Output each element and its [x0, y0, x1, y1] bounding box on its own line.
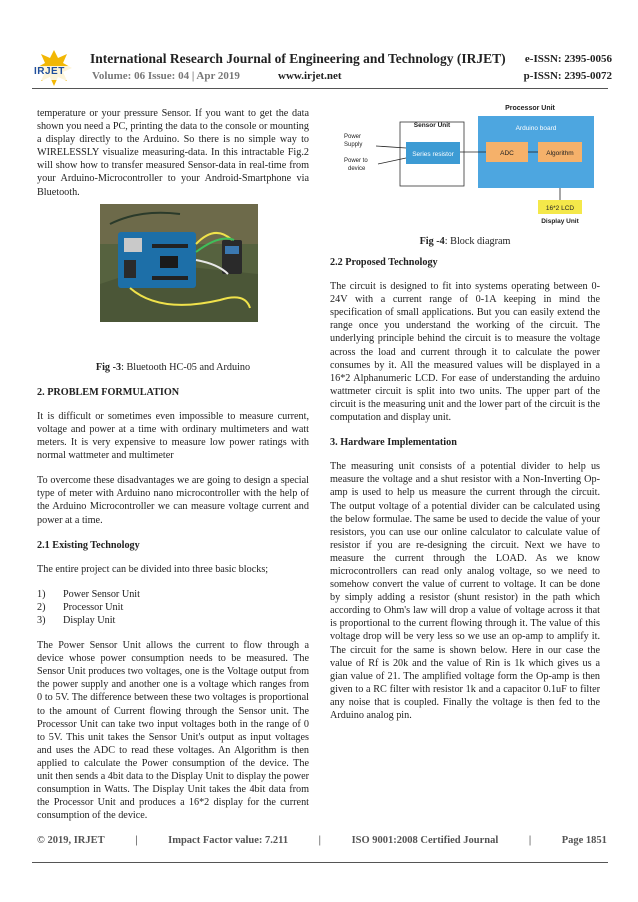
list-text: Power Sensor Unit	[63, 588, 140, 600]
section-2-1-heading: 2.1 Existing Technology	[37, 539, 140, 551]
iso-certification: ISO 9001:2008 Certified Journal	[351, 835, 499, 846]
intro-paragraph: temperature or your pressure Sensor. If you want to get the data shown you need a PC, printing the data to the console or mounting a display directly to the Arduino. So there is no simple way to WIRELESSLY visualize measuring-data. In this intractable Fig.2 will show how to transfer measured Sensor-data in real-time from your Arduino-Microcontroller to your Android-Smartphone via Bluetooth.	[37, 108, 309, 198]
footer-separator: |	[528, 835, 532, 846]
section-2-paragraph-2: To overcome these disadvantages we are going to design a special type of meter with Arduino nano microcontroller with the help of the Arduino Microcontroller we can measure voltage current and power at a time.	[37, 475, 309, 526]
lcd-label: 16*2 LCD	[545, 205, 575, 212]
page-footer	[37, 835, 607, 846]
photo-illustration	[100, 204, 258, 322]
power-supply-label-1: Power	[344, 134, 362, 140]
section-2-1-paragraph-1: The entire project can be divided into three basic blocks;	[37, 563, 269, 575]
logo-text: IRJET	[34, 66, 65, 77]
series-resistor-label: Series resistor	[412, 151, 454, 158]
fig3-caption	[37, 361, 309, 374]
list-text: Processor Unit	[63, 601, 124, 613]
section-2-1-paragraph-2: The Power Sensor Unit allows the current to flow through a device whose power consumption needs to be measured. The Sensor Unit produces two voltages, one is the Voltage output from the power supply and another one is a voltage which ranges from 0 to 5V. The difference between these two voltages is proportional to the amount of Current flowing through the Sensor unit. The Processor Unit can take two input voltages both in the range of 0 to 5V. This unit takes the Sensor Unit's output as input voltages and uses the ADC to read these voltages. An Algorithm is then applied to calculate the Power consumption of the device. The unit then sends a 4bit data to the Display Unit to display the power consumption in Watts. The Display Unit takes the 4bit data from the Processor Unit and produces a 16*2 display for the current consumption of the device.	[37, 640, 309, 822]
section-2-paragraph-1: It is difficult or sometimes even impossible to measure current, voltage and power at a time with ordinary multimeters and watt meters. It is very expensive to measure low power ratings with normal wattmeter and multimeter	[37, 410, 309, 462]
processor-unit-label: Processor Unit	[505, 105, 555, 112]
journal-website-link[interactable]: www.irjet.net	[278, 70, 342, 82]
list-num: 3)	[37, 614, 46, 626]
fig4-label: Fig -4	[419, 236, 445, 247]
fig4-text: : Block diagram	[444, 236, 511, 247]
sensor-unit-label: Sensor Unit	[413, 122, 451, 129]
power-supply-label-2: Supply	[344, 142, 363, 148]
bluetooth-arduino-photo	[100, 204, 258, 322]
impact-factor: Impact Factor value: 7.211	[168, 835, 289, 846]
list-num: 1)	[37, 588, 46, 600]
list-item	[37, 588, 309, 601]
algorithm-label: Algorithm	[546, 150, 574, 157]
display-unit-label: Display Unit	[541, 218, 579, 225]
journal-title: International Research Journal of Engineering and Technology (IRJET)	[90, 51, 506, 66]
header-divider	[32, 88, 608, 89]
section-2-2-paragraph: The circuit is designed to fit into systems operating between 0-24V with a current range of 0-1A keeping in mind the specification of small applications. But you can easily extend the range once you understand the working of the circuit. The underlying principle behind the circuit is to measure the voltage across the load and current through it to calculate the power consumes by it. All the measured values will be displayed in a 16*2 Alphanumeric LCD. For ease of understanding the arduino wattmeter circuit is split into two units. The upper part of the circuit is the measuring unit and the lower part of the circuit is the computation and display unit.	[330, 281, 600, 424]
footer-separator: |	[318, 835, 321, 846]
list-item	[37, 614, 309, 627]
fig3-text: : Bluetooth HC-05 and Arduino	[121, 361, 251, 373]
footer-separator: |	[135, 835, 138, 846]
footer-divider	[32, 862, 608, 863]
section-2-heading: 2. PROBLEM FORMULATION	[37, 386, 180, 398]
section-3-heading: 3. Hardware Implementation	[330, 437, 457, 449]
section-3-paragraph: The measuring unit consists of a potential divider to help us measure the voltage and a shut resistor with a Non-Inverting Op-amp is used to help us measure the current through the circuit. The output voltage of a potential divider can be calculated using the below formulae. The same be used to decide the value of your resistors, you can use our online calculator to calculate value of resistor if you are re-designing the circuit. Next we have to measure the current through the LOAD. As we know microcontrollers can read only analog voltage, so we need to somehow convert the value of current to voltage. It can be done by simply adding a resistor (shunt resistor) in the path which according to Ohm's law will drop a value of voltage across it that is proportional to the current flowing through it. The value of this voltage drop will be very less so we use an op-amp to amplify it. The circuit for the same is shown below. Here in our case the value of Rf is 20k and the value of Rin is 1k which gives us a gian value of 21. The amplified voltage form the Op-amp is then given to a RC filter with resistor 1k and a capacitor 0.1uF to filter any noise that is coupled. Finally the voltage is then fed to the Arduino analog pin.	[330, 461, 600, 721]
section-2-2-heading: 2.2 Proposed Technology	[330, 257, 438, 268]
page-number: Page 1851	[561, 835, 607, 846]
volume-issue: Volume: 06 Issue: 04 | Apr 2019	[92, 70, 240, 82]
page-header	[0, 0, 638, 92]
list-num: 2)	[37, 601, 46, 613]
adc-label: ADC	[500, 150, 514, 157]
power-device-label-1: Power to	[344, 158, 368, 164]
fig4-caption	[330, 236, 600, 247]
right-column	[330, 256, 600, 734]
e-issn: e-ISSN: 2395-0056	[524, 53, 612, 65]
fig3-label: Fig -3	[95, 361, 122, 373]
list-text: Display Unit	[63, 614, 116, 626]
power-device-label-2: device	[348, 166, 366, 172]
copyright: © 2019, IRJET	[37, 835, 105, 846]
arduino-board-label: Arduino board	[515, 125, 557, 132]
list-item	[37, 601, 309, 614]
blocks-list	[37, 588, 309, 627]
block-diagram	[338, 104, 598, 228]
p-issn: p-ISSN: 2395-0072	[523, 70, 612, 82]
